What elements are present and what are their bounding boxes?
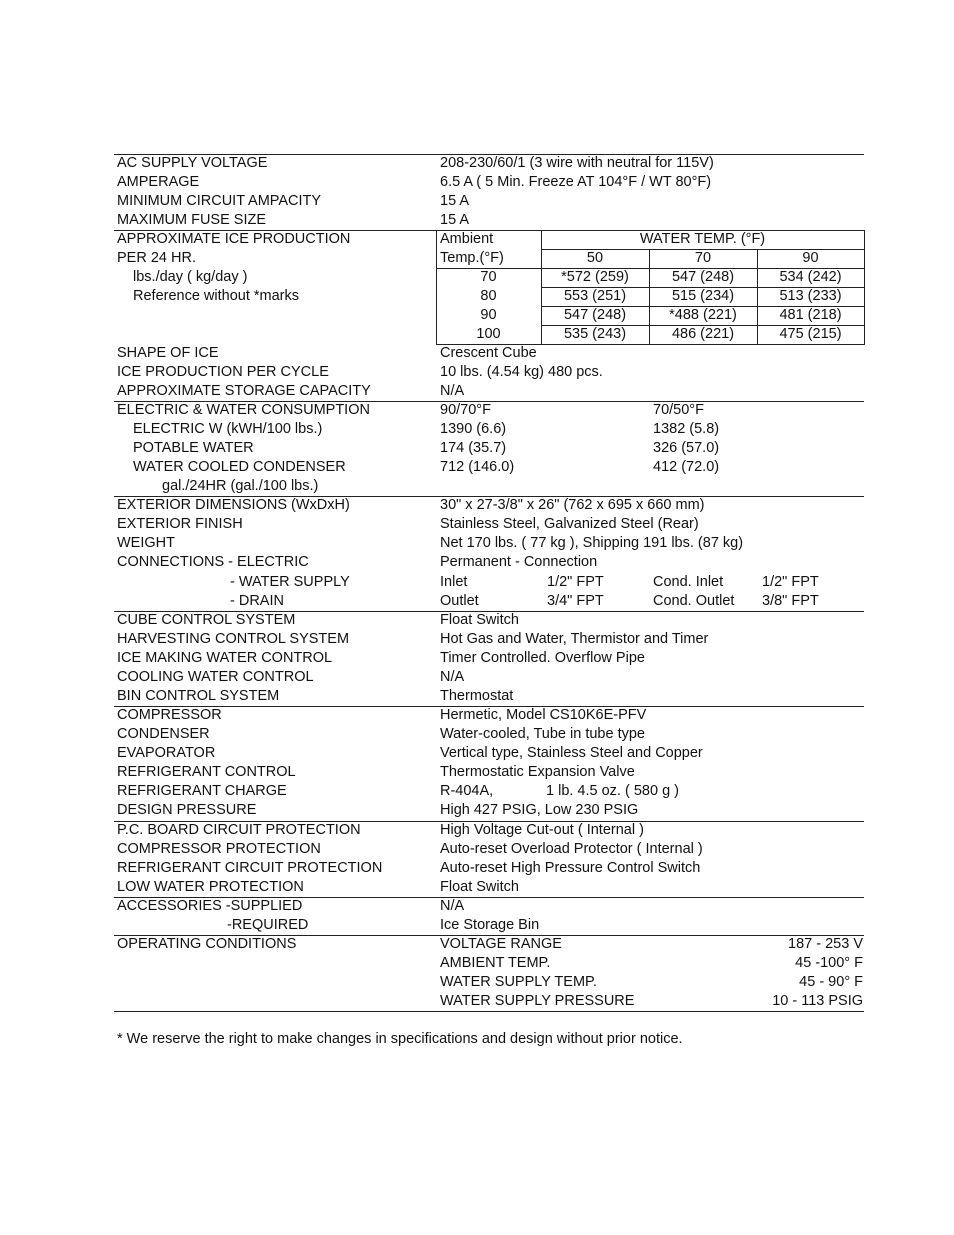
spec-label: EVAPORATOR	[117, 745, 216, 761]
spec-label: APPROXIMATE ICE PRODUCTION	[117, 231, 351, 247]
table-header-ambient: Ambient	[440, 231, 494, 247]
spec-value: Hermetic, Model CS10K6E-PFV	[440, 707, 647, 723]
table-header-ambient-unit: Temp.(°F)	[440, 250, 504, 266]
table-cell: *572 (259)	[561, 269, 629, 285]
spec-value: R-404A,	[440, 783, 494, 799]
spec-value: Net 170 lbs. ( 77 kg ), Shipping 191 lbs. (87 kg)	[440, 535, 744, 551]
spec-label: MINIMUM CIRCUIT AMPACITY	[117, 193, 322, 209]
condition-range: 10 - 113 PSIG	[772, 993, 863, 1009]
spec-value: Thermostatic Expansion Valve	[440, 764, 635, 780]
spec-label: REFRIGERANT CHARGE	[117, 783, 287, 799]
spec-value: Outlet	[440, 593, 479, 609]
spec-value: 1/2" FPT	[762, 574, 819, 590]
spec-value: 6.5 A ( 5 Min. Freeze AT 104°F / WT 80°F)	[440, 174, 712, 190]
table-cell-ambient: 90	[480, 307, 497, 323]
spec-label: gal./24HR (gal./100 lbs.)	[162, 478, 319, 494]
condition-range: 45 - 90° F	[799, 974, 863, 990]
table-cell: 481 (218)	[779, 307, 842, 323]
spec-label: APPROXIMATE STORAGE CAPACITY	[117, 383, 371, 399]
spec-label: CONNECTIONS - ELECTRIC	[117, 554, 309, 570]
spec-value: 70/50°F	[653, 402, 704, 418]
spec-label: WATER COOLED CONDENSER	[133, 459, 346, 475]
table-cell: *488 (221)	[669, 307, 737, 323]
spec-value: Water-cooled, Tube in tube type	[440, 726, 645, 742]
spec-value: Timer Controlled. Overflow Pipe	[440, 650, 645, 666]
spec-label: CONDENSER	[117, 726, 210, 742]
spec-value: 1390 (6.6)	[440, 421, 507, 437]
spec-value: 1/2" FPT	[547, 574, 604, 590]
spec-value: 208-230/60/1 (3 wire with neutral for 115V)	[440, 155, 714, 171]
table-cell: 535 (243)	[563, 326, 627, 342]
table-header-water-temp: WATER TEMP. (°F)	[639, 231, 766, 247]
condition-name: WATER SUPPLY PRESSURE	[440, 993, 635, 1009]
spec-label: -REQUIRED	[227, 917, 309, 933]
spec-label: lbs./day ( kg/day )	[133, 269, 248, 285]
footnote: * We reserve the right to make changes in specifications and design without prior notice.	[117, 1031, 683, 1047]
table-header-water-temp-90: 90	[802, 250, 819, 266]
spec-label: COMPRESSOR	[117, 707, 222, 723]
spec-label: SHAPE OF ICE	[117, 345, 219, 361]
spec-value: Auto-reset High Pressure Control Switch	[440, 860, 701, 876]
spec-value: 10 lbs. (4.54 kg) 480 pcs.	[440, 364, 603, 380]
spec-label: REFRIGERANT CONTROL	[117, 764, 296, 780]
spec-label: P.C. BOARD CIRCUIT PROTECTION	[117, 822, 361, 838]
spec-value: 90/70°F	[440, 402, 491, 418]
spec-label: ICE PRODUCTION PER CYCLE	[117, 364, 329, 380]
table-cell: 515 (234)	[671, 288, 735, 304]
table-cell: 513 (233)	[779, 288, 842, 304]
section-divider	[114, 1011, 864, 1012]
spec-label: - DRAIN	[230, 593, 284, 609]
spec-value: N/A	[440, 898, 465, 914]
spec-value: N/A	[440, 383, 465, 399]
table-header-water-temp-70: 70	[694, 250, 712, 266]
spec-label: OPERATING CONDITIONS	[117, 936, 297, 952]
spec-label: EXTERIOR DIMENSIONS (WxDxH)	[117, 497, 350, 513]
spec-value: Cond. Outlet	[653, 593, 735, 609]
spec-value: Inlet	[440, 574, 468, 590]
spec-label: ACCESSORIES -SUPPLIED	[117, 898, 303, 914]
spec-label: EXTERIOR FINISH	[117, 516, 243, 532]
spec-label: CUBE CONTROL SYSTEM	[117, 612, 296, 628]
spec-value: 174 (35.7)	[440, 440, 507, 456]
spec-label: Reference without *marks	[133, 288, 300, 304]
spec-label: LOW WATER PROTECTION	[117, 879, 304, 895]
spec-label: POTABLE WATER	[133, 440, 254, 456]
table-cell: 547 (248)	[563, 307, 627, 323]
spec-label: MAXIMUM FUSE SIZE	[117, 212, 267, 228]
spec-sheet	[114, 0, 864, 1235]
table-cell-ambient: 70	[480, 269, 497, 285]
spec-value: 15 A	[440, 193, 470, 209]
spec-value: High Voltage Cut-out ( Internal )	[440, 822, 644, 838]
spec-value: Thermostat	[440, 688, 514, 704]
spec-label: - WATER SUPPLY	[230, 574, 350, 590]
spec-value: Crescent Cube	[440, 345, 537, 361]
spec-value: Ice Storage Bin	[440, 917, 540, 933]
spec-value: 412 (72.0)	[653, 459, 720, 475]
spec-label: WEIGHT	[117, 535, 175, 551]
spec-label: PER 24 HR.	[117, 250, 196, 266]
spec-value: Float Switch	[440, 612, 519, 628]
table-cell: 547 (248)	[671, 269, 735, 285]
spec-label: HARVESTING CONTROL SYSTEM	[117, 631, 350, 647]
table-cell: 486 (221)	[671, 326, 735, 342]
spec-value: 15 A	[440, 212, 470, 228]
table-cell: 534 (242)	[779, 269, 842, 285]
condition-name: AMBIENT TEMP.	[440, 955, 551, 971]
spec-value: N/A	[440, 669, 465, 685]
spec-label: ICE MAKING WATER CONTROL	[117, 650, 333, 666]
spec-value: Auto-reset Overload Protector ( Internal )	[440, 841, 703, 857]
spec-value: 3/4" FPT	[547, 593, 604, 609]
spec-value: Float Switch	[440, 879, 519, 895]
table-cell: 475 (215)	[779, 326, 842, 342]
spec-value: Stainless Steel, Galvanized Steel (Rear)	[440, 516, 699, 532]
spec-value: 326 (57.0)	[653, 440, 720, 456]
table-header-water-temp-50: 50	[586, 250, 604, 266]
spec-value: 1 lb. 4.5 oz. ( 580 g )	[546, 783, 679, 799]
condition-name: VOLTAGE RANGE	[440, 936, 562, 952]
spec-label: REFRIGERANT CIRCUIT PROTECTION	[117, 860, 383, 876]
spec-value: 3/8" FPT	[762, 593, 819, 609]
spec-label: BIN CONTROL SYSTEM	[117, 688, 280, 704]
spec-label: ELECTRIC & WATER CONSUMPTION	[117, 402, 370, 418]
condition-range: 45 -100° F	[795, 955, 863, 971]
table-cell-ambient: 100	[476, 326, 501, 342]
spec-label: COOLING WATER CONTROL	[117, 669, 314, 685]
spec-value: 1382 (5.8)	[653, 421, 720, 437]
spec-label: COMPRESSOR PROTECTION	[117, 841, 321, 857]
table-cell-ambient: 80	[480, 288, 497, 304]
condition-range: 187 - 253 V	[788, 936, 863, 952]
table-cell: 553 (251)	[563, 288, 627, 304]
spec-value: Permanent - Connection	[440, 554, 598, 570]
spec-value: Vertical type, Stainless Steel and Copper	[440, 745, 703, 761]
spec-value: Hot Gas and Water, Thermistor and Timer	[440, 631, 709, 647]
condition-name: WATER SUPPLY TEMP.	[440, 974, 597, 990]
spec-label: DESIGN PRESSURE	[117, 802, 257, 818]
spec-value: 712 (146.0)	[440, 459, 515, 475]
spec-value: 30" x 27-3/8" x 26" (762 x 695 x 660 mm)	[440, 497, 705, 513]
spec-value: Cond. Inlet	[653, 574, 724, 590]
spec-label: ELECTRIC W (kWH/100 lbs.)	[133, 421, 323, 437]
spec-value: High 427 PSIG, Low 230 PSIG	[440, 802, 639, 818]
spec-label: AMPERAGE	[117, 174, 200, 190]
spec-label: AC SUPPLY VOLTAGE	[117, 155, 268, 171]
